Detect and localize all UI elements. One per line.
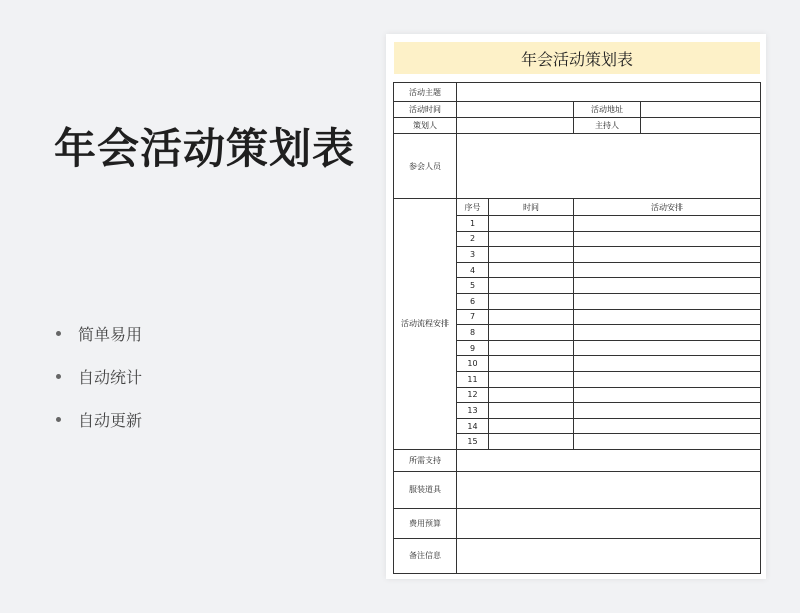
label-flow: 活动流程安排 <box>394 199 457 450</box>
flow-row-number: 1 <box>457 216 489 232</box>
flow-row-time-cell[interactable] <box>489 247 574 263</box>
host-value-cell[interactable] <box>641 118 761 134</box>
flow-row-time-cell[interactable] <box>489 387 574 403</box>
page-title: 年会活动策划表 <box>54 124 356 173</box>
flow-row-number: 11 <box>457 371 489 387</box>
flow-row-time-cell[interactable] <box>489 262 574 278</box>
feature-item <box>52 355 142 398</box>
flow-row-time-cell[interactable] <box>489 418 574 434</box>
label-location: 活动地址 <box>574 102 641 118</box>
flow-row-arrangement-cell[interactable] <box>574 278 761 294</box>
flow-row-time-cell[interactable] <box>489 340 574 356</box>
flow-row-arrangement-cell[interactable] <box>574 418 761 434</box>
flow-row-number: 6 <box>457 293 489 309</box>
planner-value-cell[interactable] <box>457 118 574 134</box>
flow-row-arrangement-cell[interactable] <box>574 356 761 372</box>
spreadsheet-preview <box>386 34 766 579</box>
flow-row-arrangement-cell[interactable] <box>574 325 761 341</box>
feature-label: 自动更新 <box>78 411 143 430</box>
flow-row-number: 5 <box>457 278 489 294</box>
flow-row-arrangement-cell[interactable] <box>574 387 761 403</box>
label-budget: 费用预算 <box>394 508 457 538</box>
flow-row-arrangement-cell[interactable] <box>574 434 761 450</box>
label-time: 活动时间 <box>394 102 457 118</box>
flow-row-arrangement-cell[interactable] <box>574 293 761 309</box>
label-support: 所需支持 <box>394 449 457 471</box>
flow-header-no: 序号 <box>457 199 489 216</box>
feature-item <box>52 312 142 355</box>
flow-row-time-cell[interactable] <box>489 434 574 450</box>
feature-label: 简单易用 <box>78 325 143 344</box>
flow-row-time-cell[interactable] <box>489 325 574 341</box>
flow-row-number: 2 <box>457 231 489 247</box>
location-value-cell[interactable] <box>641 102 761 118</box>
flow-row-time-cell[interactable] <box>489 293 574 309</box>
label-planner: 策划人 <box>394 118 457 134</box>
label-notes: 备注信息 <box>394 538 457 573</box>
notes-value-cell[interactable] <box>457 538 761 573</box>
flow-row-time-cell[interactable] <box>489 356 574 372</box>
flow-row-arrangement-cell[interactable] <box>574 403 761 419</box>
flow-row-time-cell[interactable] <box>489 371 574 387</box>
flow-row-time-cell[interactable] <box>489 309 574 325</box>
budget-value-cell[interactable] <box>457 508 761 538</box>
bullet-icon <box>56 374 61 379</box>
flow-header-time: 时间 <box>489 199 574 216</box>
label-theme: 活动主题 <box>394 83 457 102</box>
bullet-icon <box>56 417 61 422</box>
costume-value-cell[interactable] <box>457 471 761 508</box>
attendees-value-cell[interactable] <box>457 134 761 199</box>
label-host: 主持人 <box>574 118 641 134</box>
label-costume: 服装道具 <box>394 471 457 508</box>
flow-row-time-cell[interactable] <box>489 278 574 294</box>
time-value-cell[interactable] <box>457 102 574 118</box>
flow-row-number: 13 <box>457 403 489 419</box>
bullet-icon <box>56 331 61 336</box>
plan-table <box>393 82 761 574</box>
flow-row-number: 15 <box>457 434 489 450</box>
sheet-title: 年会活动策划表 <box>394 42 760 74</box>
feature-list <box>52 312 142 441</box>
flow-row-number: 3 <box>457 247 489 263</box>
flow-row-number: 8 <box>457 325 489 341</box>
flow-row-time-cell[interactable] <box>489 231 574 247</box>
flow-row-number: 9 <box>457 340 489 356</box>
flow-row-arrangement-cell[interactable] <box>574 309 761 325</box>
flow-row-number: 4 <box>457 262 489 278</box>
flow-row-number: 12 <box>457 387 489 403</box>
flow-row-arrangement-cell[interactable] <box>574 371 761 387</box>
feature-label: 自动统计 <box>78 368 143 387</box>
flow-header-arrangement: 活动安排 <box>574 199 761 216</box>
flow-row-time-cell[interactable] <box>489 403 574 419</box>
flow-row-number: 7 <box>457 309 489 325</box>
feature-item <box>52 398 142 441</box>
flow-row-number: 14 <box>457 418 489 434</box>
flow-row-number: 10 <box>457 356 489 372</box>
flow-row-arrangement-cell[interactable] <box>574 340 761 356</box>
theme-value-cell[interactable] <box>457 83 761 102</box>
flow-row-arrangement-cell[interactable] <box>574 216 761 232</box>
flow-row-arrangement-cell[interactable] <box>574 262 761 278</box>
flow-row-time-cell[interactable] <box>489 216 574 232</box>
flow-row-arrangement-cell[interactable] <box>574 247 761 263</box>
label-attendees: 参会人员 <box>394 134 457 199</box>
support-value-cell[interactable] <box>457 449 761 471</box>
flow-row-arrangement-cell[interactable] <box>574 231 761 247</box>
